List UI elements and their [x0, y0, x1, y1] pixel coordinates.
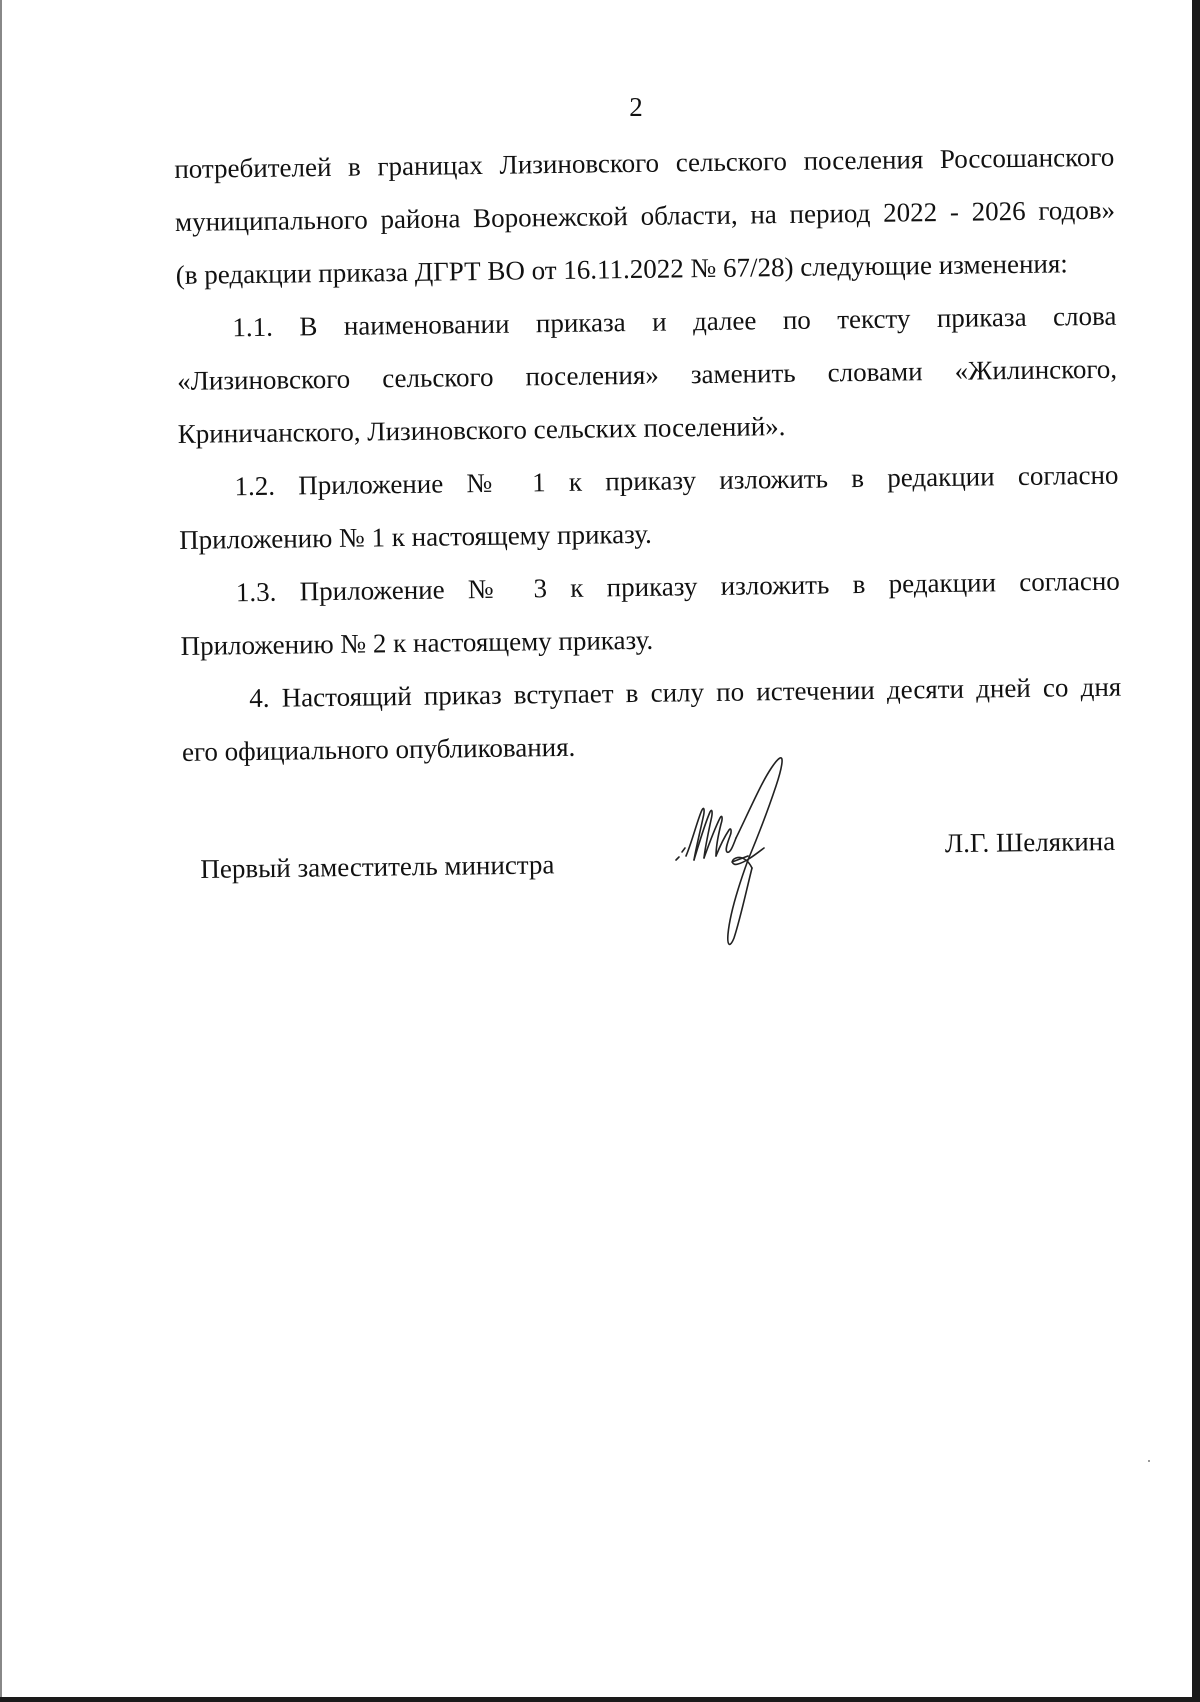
scan-right-edge	[1192, 0, 1200, 1702]
text-line: 1.3. Приложение № 3 к приказу изложить в редакции согласно	[235, 565, 1121, 608]
text-line: его официального опубликования.	[181, 731, 576, 767]
text-line: Криничанского, Лизиновского сельских поселений».	[177, 411, 786, 449]
paragraph-item-1-3	[180, 555, 1121, 673]
text-line: 1.2. Приложение № 1 к приказу изложить в редакции согласно	[234, 459, 1119, 502]
text-line: муниципального района Воронежской области, на период 2022 - 2026 годов»	[174, 194, 1116, 237]
text-line: (в редакции приказа ДГРТ ВО от 16.11.2022 № 67/28) следующие изменения:	[175, 248, 1068, 290]
scan-left-edge	[0, 0, 2, 1702]
signer-name: Л.Г. Шелякина	[944, 826, 1116, 859]
paragraph-item-1-1	[176, 290, 1118, 461]
paragraph-item-1-2	[178, 449, 1119, 567]
text-line: Приложению № 1 к настоящему приказу.	[179, 518, 652, 555]
signature-block	[200, 826, 1120, 884]
text-line: «Лизиновского сельского поселения» заменить словами «Жилинского,	[176, 353, 1118, 396]
page-number: 2	[629, 92, 643, 122]
text-line: 4. Настоящий приказ вступает в силу по истечении десяти дней со дня	[249, 671, 1122, 714]
scan-speck	[1148, 1460, 1150, 1462]
handwritten-signature	[672, 752, 832, 962]
paragraph-item-4	[181, 661, 1122, 779]
text-line: Приложению № 2 к настоящему приказу.	[180, 624, 654, 661]
signer-position: Первый заместитель министра	[200, 849, 555, 884]
scan-bottom-edge	[0, 1697, 1200, 1702]
text-line: потребителей в границах Лизиновского сельского поселения Россошанского	[174, 141, 1115, 184]
text-line: 1.1. В наименовании приказа и далее по тексту приказа слова	[232, 300, 1117, 343]
document-body	[174, 131, 1122, 779]
paragraph-intro	[174, 131, 1116, 302]
